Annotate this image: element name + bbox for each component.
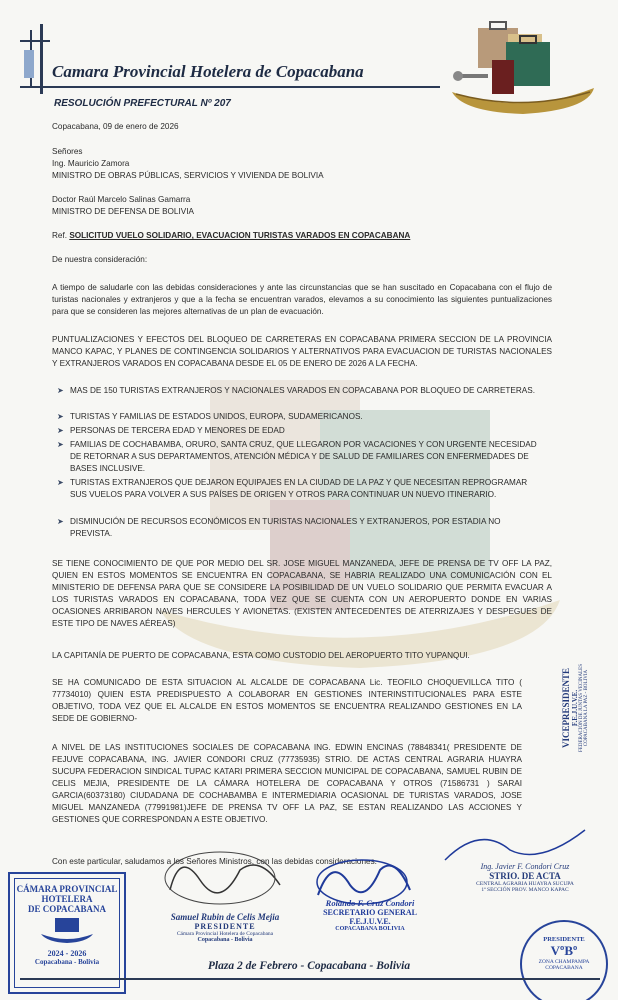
bullet-item xyxy=(57,425,540,437)
bullet-icon: ➤ xyxy=(57,517,64,526)
stamp-line-3: DE COPACABANA xyxy=(27,904,107,914)
signature-secretary xyxy=(450,862,600,893)
bullet-icon: ➤ xyxy=(57,412,64,421)
fejuve-role: SECRETARIO GENERAL xyxy=(323,908,417,917)
header-deco-line xyxy=(20,40,50,42)
bullet-item xyxy=(57,439,540,475)
side-stamp-org: F.E.J.U.V.E. xyxy=(571,689,579,727)
paragraph-defense: SE TIENE CONOCIMIENTO DE QUE POR MEDIO DEL SR. JOSE MIGUEL MANZANEDA, JEFE DE PRENSA DE TV OFF LA PAZ, QUIEN EN ESTOS MOMENTOS SE ENCUENTRA EN COPACABANA, SE HABRIA REALIZADO UNA COMUNICACIÓN CON EL MINISTERIO DE DEFENSA PARA QUE SE CONSIDERE LA POSIBILIDAD DE UN VUELO SOLIDARIO QUE PERMITA EVACUAR A LOS TURISTAS VARADOS EN COPACABANA, TODA VEZ QUE SE CUENTA CON UN AEROPUERTO DONDE EN VARIAS OCASIONES ARRIBARON NAVES HERCULES Y AVIONETAS. (EXISTEN ANTECEDENTES DE ATERRIZAJES Y DESPEGUES DE ESTE TIPO DE NAVES AÉREAS) xyxy=(52,559,552,628)
stamp-line-1: CÁMARA PROVINCIAL xyxy=(16,884,118,894)
paragraph-captaincy: LA CAPITANÍA DE PUERTO DE COPACABANA, ESTA COMO CUSTODIO DEL AEROPUERTO TITO YUPANQUI. xyxy=(52,651,470,660)
paragraph-institutions: A NIVEL DE LAS INSTITUCIONES SOCIALES DE COPACABANA ING. EDWIN ENCINAS (78848341( PRESIDENTE DE FEJUVE COPACABANA, ING. JAVIER CONDORI CRUZ (77735935) STRIO. DE ACTAS CENTRAL AGRARIA HUAYRA SUCUPA FEDERACION SINDICAL TUPAC KATARI PRIMERA SECCION MUNICIPAL DE COPACABANA, SAMUEL RUBIN DE CELIS MEJIA, PRESIDENTE DE LA CÁMARA HOTELERA DE COPACABANA Y OTROS (71586731 ) SARAI GARCIA(60373180) CIUDADANA DE COCHABAMBA E INTERMEDIARIA OCASIONAL DE TURISTAS VARADOS, JOSE MIGUEL MANZANEDA (77991981)JEFE DE PRENSA TV OFF LA PAZ, SE ESTAN REALIZANDO LAS ACCIONES Y GESTIONES QUE CORRESPONDAN A ESTE OBJETIVO. xyxy=(52,743,522,824)
chamber-stamp xyxy=(8,872,126,994)
fejuve-org: F.E.J.U.V.E. xyxy=(349,917,391,926)
footer-rule xyxy=(20,978,600,980)
fejuve-place: COPACABANA BOLIVIA xyxy=(335,926,405,932)
bullet-text: PERSONAS DE TERCERA EDAD Y MENORES DE EDAD xyxy=(70,426,285,435)
reference-line xyxy=(52,230,552,242)
suitcase-boat-logo xyxy=(448,20,598,120)
round-stamp-zone: ZONA CHAMPAMPA xyxy=(538,959,590,965)
recipient-1-name: Ing. Mauricio Zamora xyxy=(52,159,130,168)
signature-fejuve xyxy=(300,898,440,932)
bullet-text: DISMINUCIÓN DE RECURSOS ECONÓMICOS EN TURISTAS NACIONALES Y EXTRANJEROS, POR ESTADIA NO PREVISTA. xyxy=(70,517,501,538)
stamp-line-2: HOTELERA xyxy=(41,894,93,904)
side-stamp-role: VICEPRESIDENTE xyxy=(561,667,571,749)
secretary-sub: 1ª SECCIÓN PROV. MANCO KAPAC xyxy=(481,887,569,893)
vicepresident-side-stamp xyxy=(536,650,608,770)
greeting: Señores xyxy=(52,147,83,156)
recipient-2-name: Doctor Raúl Marcelo Salinas Gamarra xyxy=(52,195,191,204)
recipient-2-block xyxy=(52,194,552,218)
header-rule xyxy=(20,86,440,88)
bullet-icon: ➤ xyxy=(57,386,64,395)
header-deco-line xyxy=(40,24,43,94)
header-deco-block xyxy=(24,50,34,78)
reference-subject: SOLICITUD VUELO SOLIDARIO, EVACUACION TURISTAS VARADOS EN COPACABANA xyxy=(69,231,411,240)
signature-president xyxy=(150,912,300,943)
bullet-text: TURISTAS Y FAMILIAS DE ESTADOS UNIDOS, EUROPA, SUDAMERICANOS. xyxy=(70,412,363,421)
resolution-number: RESOLUCIÓN PREFECTURAL Nº 207 xyxy=(54,98,231,109)
president-place: Copacabana - Bolivia xyxy=(197,937,253,943)
reference-label: Ref. xyxy=(52,231,68,240)
round-stamp-role: PRESIDENTE xyxy=(543,936,585,943)
secretary-role: STRIO. DE ACTA xyxy=(489,871,561,881)
president-role: PRESIDENTE xyxy=(194,922,256,931)
round-stamp-vb: VºBº xyxy=(550,943,578,958)
secretary-name: Ing. Javier F. Condori Cruz xyxy=(480,862,570,871)
signature-scribble xyxy=(160,840,290,910)
heading-paragraph: PUNTUALIZACIONES Y EFECTOS DEL BLOQUEO DE CARRETERAS EN COPACABANA PRIMERA SECCION DE LA PROVINCIA MANCO KAPAC, Y PLANES DE CONTINGENCIA SOLIDARIOS Y ALTERNATIVOS PARA EVACUACION DE TURISTAS NACIONALES Y EXTRANJEROS VARADOS EN COPACABANA DESDE EL 05 DE ENERO DE 2026 A LA FECHA. xyxy=(52,335,552,368)
stamp-years: 2024 - 2026 xyxy=(47,949,87,958)
paragraph-mayor: SE HA COMUNICADO DE ESTA SITUACION AL ALCALDE DE COPACABANA Lic. TEOFILO CHOQUEVILLCA TITO ( 77734010) QUIEN ESTA PREDISPUESTO A COLABORAR EN GESTIONES INTERINSTITUCIONALES PARA ESTE OBJETIVO, TODA VEZ QUE EL ALCALDE EN ESTOS MOMENTOS SE ENCUENTRA REALIZANDO GESTIONES EN LA SEDE DE GOBIERNO- xyxy=(52,678,522,723)
bullet-text: TURISTAS EXTRANJEROS QUE DEJARON EQUIPAJES EN LA CIUDAD DE LA PAZ Y QUE NECESITAN REPROGRAMAR SUS VUELOS PARA VOLVER A SUS PAÍSES DE ORIGEN Y OTROS PARA CONTINUAR UN NUEVO ITINERARIO. xyxy=(70,478,528,499)
intro-paragraph: A tiempo de saludarle con las debidas consideraciones y ante las circunstancias que se han suscitado en Copacabana con el flujo de turistas nacionales y extranjeros y que a la fecha se encuentran varados, elevamos a su conocimiento las siguientes puntualizaciones para que se consideren las mejores alternativas de un plan de evacuación. xyxy=(52,283,552,316)
bullet-item xyxy=(57,477,540,501)
recipient-2-title: MINISTRO DE DEFENSA DE BOLIVIA xyxy=(52,207,194,216)
bullet-item xyxy=(57,385,540,397)
president-org: Cámara Provincial Hotelera de Copacabana xyxy=(176,931,274,937)
stamp-place: Copacabana - Bolivia xyxy=(34,958,100,966)
bullet-icon: ➤ xyxy=(57,426,64,435)
bullet-text: FAMILIAS DE COCHABAMBA, ORURO, SANTA CRUZ, QUE LLEGARON POR VACACIONES Y CON URGENTE NECESIDAD DE RETORNAR A SUS DEPARTAMENTOS, ATENCIÓN MÉDICA Y DE SALUD DE FAMILIARES CON ENFERMEDADES DE BASES INCLUSIVE. xyxy=(70,440,537,473)
recipients-block xyxy=(52,146,552,182)
letter-date: Copacabana, 09 de enero de 2026 xyxy=(52,122,179,131)
round-stamp-place: COPACABANA xyxy=(545,965,583,971)
recipient-1-title: MINISTRO DE OBRAS PÚBLICAS, SERVICIOS Y VIVIENDA DE BOLIVIA xyxy=(52,171,324,180)
salutation: De nuestra consideración: xyxy=(52,255,148,264)
side-stamp-sub: FEDERACIÓN DE JUNTAS VECINALES xyxy=(579,664,584,752)
closing-line: Con este particular, saludamos a los Señores Ministros, con las debidas consideraciones. xyxy=(52,857,377,866)
fejuve-name: Rolando F. Cruz Condori xyxy=(325,898,415,908)
president-name: Samuel Rubin de Celis Mejia xyxy=(170,912,280,922)
bullet-icon: ➤ xyxy=(57,478,64,487)
bullet-item xyxy=(57,516,540,540)
organization-title: Camara Provincial Hotelera de Copacabana xyxy=(52,62,364,81)
footer-address: Plaza 2 de Febrero - Copacabana - Bolivia xyxy=(207,960,411,972)
bullet-icon: ➤ xyxy=(57,440,64,449)
secretary-org: CENTRAL AGRARIA HUAYRA SUCUPA xyxy=(476,881,574,887)
bullet-item xyxy=(57,411,540,423)
side-stamp-place: COPACABANA LA PAZ - BOLIVIA xyxy=(584,669,589,747)
bullet-text: MAS DE 150 TURISTAS EXTRANJEROS Y NACIONALES VARADOS EN COPACABANA POR BLOQUEO DE CARRETERAS. xyxy=(70,386,535,395)
